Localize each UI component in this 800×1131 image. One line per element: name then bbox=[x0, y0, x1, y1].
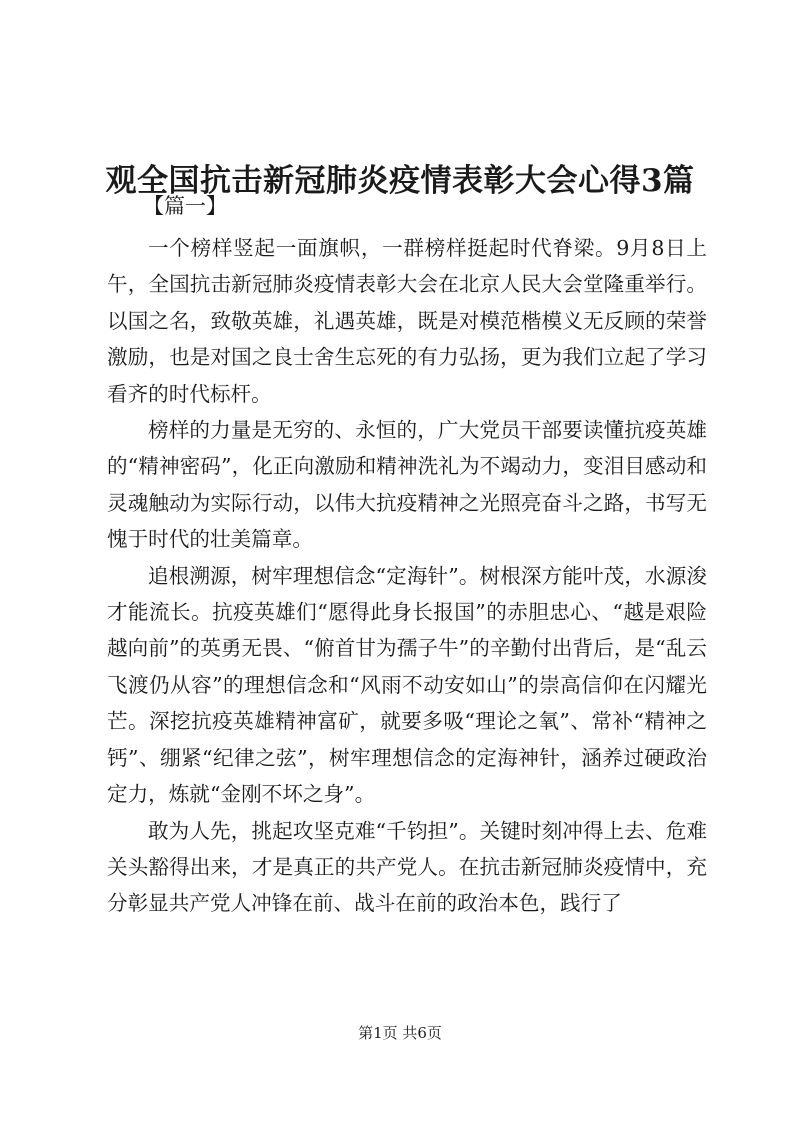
document-body bbox=[107, 230, 707, 922]
paragraph-4: 敢为人先，挑起攻坚克难“千钧担”。关键时刻冲得上去、危难关头豁得出来，才是真正的共产党人。在抗击新冠肺炎疫情中，充分彰显共产党人冲锋在前、战斗在前的政治本色，践行了 bbox=[107, 818, 707, 916]
page-footer: 第1页 共6页 bbox=[358, 1024, 442, 1042]
paragraph-2: 榜样的力量是无穷的、永恒的，广大党员干部要读懂抗疫英雄的“精神密码”，化正向激励和精神洗礼为不竭动力，变泪目感动和灵魂触动为实际行动，以伟大抗疫精神之光照亮奋斗之路，书写无愧于时代的壮美篇章。 bbox=[107, 418, 707, 552]
section-label: 【篇一】 bbox=[143, 194, 227, 218]
document-title: 观全国抗击新冠肺炎疫情表彰大会心得3篇 bbox=[105, 162, 695, 199]
paragraph-3: 追根溯源，树牢理想信念“定海针”。树根深方能叶茂，水源浚才能流长。抗疫英雄们“愿得此身长报国”的赤胆忠心、“越是艰险越向前”的英勇无畏、“俯首甘为孺子牛”的辛勤付出背后，是“乱云飞渡仍从容”的理想信念和“风雨不动安如山”的崇高信仰在闪耀光芒。深挖抗疫英雄精神富矿，就要多吸“理论之氧”、常补“精神之钙”、绷紧“纪律之弦”，树牢理想信念的定海神针，涵养过硬政治定力，炼就“金刚不坏之身”。 bbox=[107, 563, 707, 807]
paragraph-1: 一个榜样竖起一面旗帜，一群榜样挺起时代脊梁。9月8日上午，全国抗击新冠肺炎疫情表彰大会在北京人民大会堂隆重举行。以国之名，致敬英雄，礼遇英雄，既是对模范楷模义无反顾的荣誉激励，也是对国之良士舍生忘死的有力弘扬，更为我们立起了学习看齐的时代标杆。 bbox=[107, 236, 707, 406]
